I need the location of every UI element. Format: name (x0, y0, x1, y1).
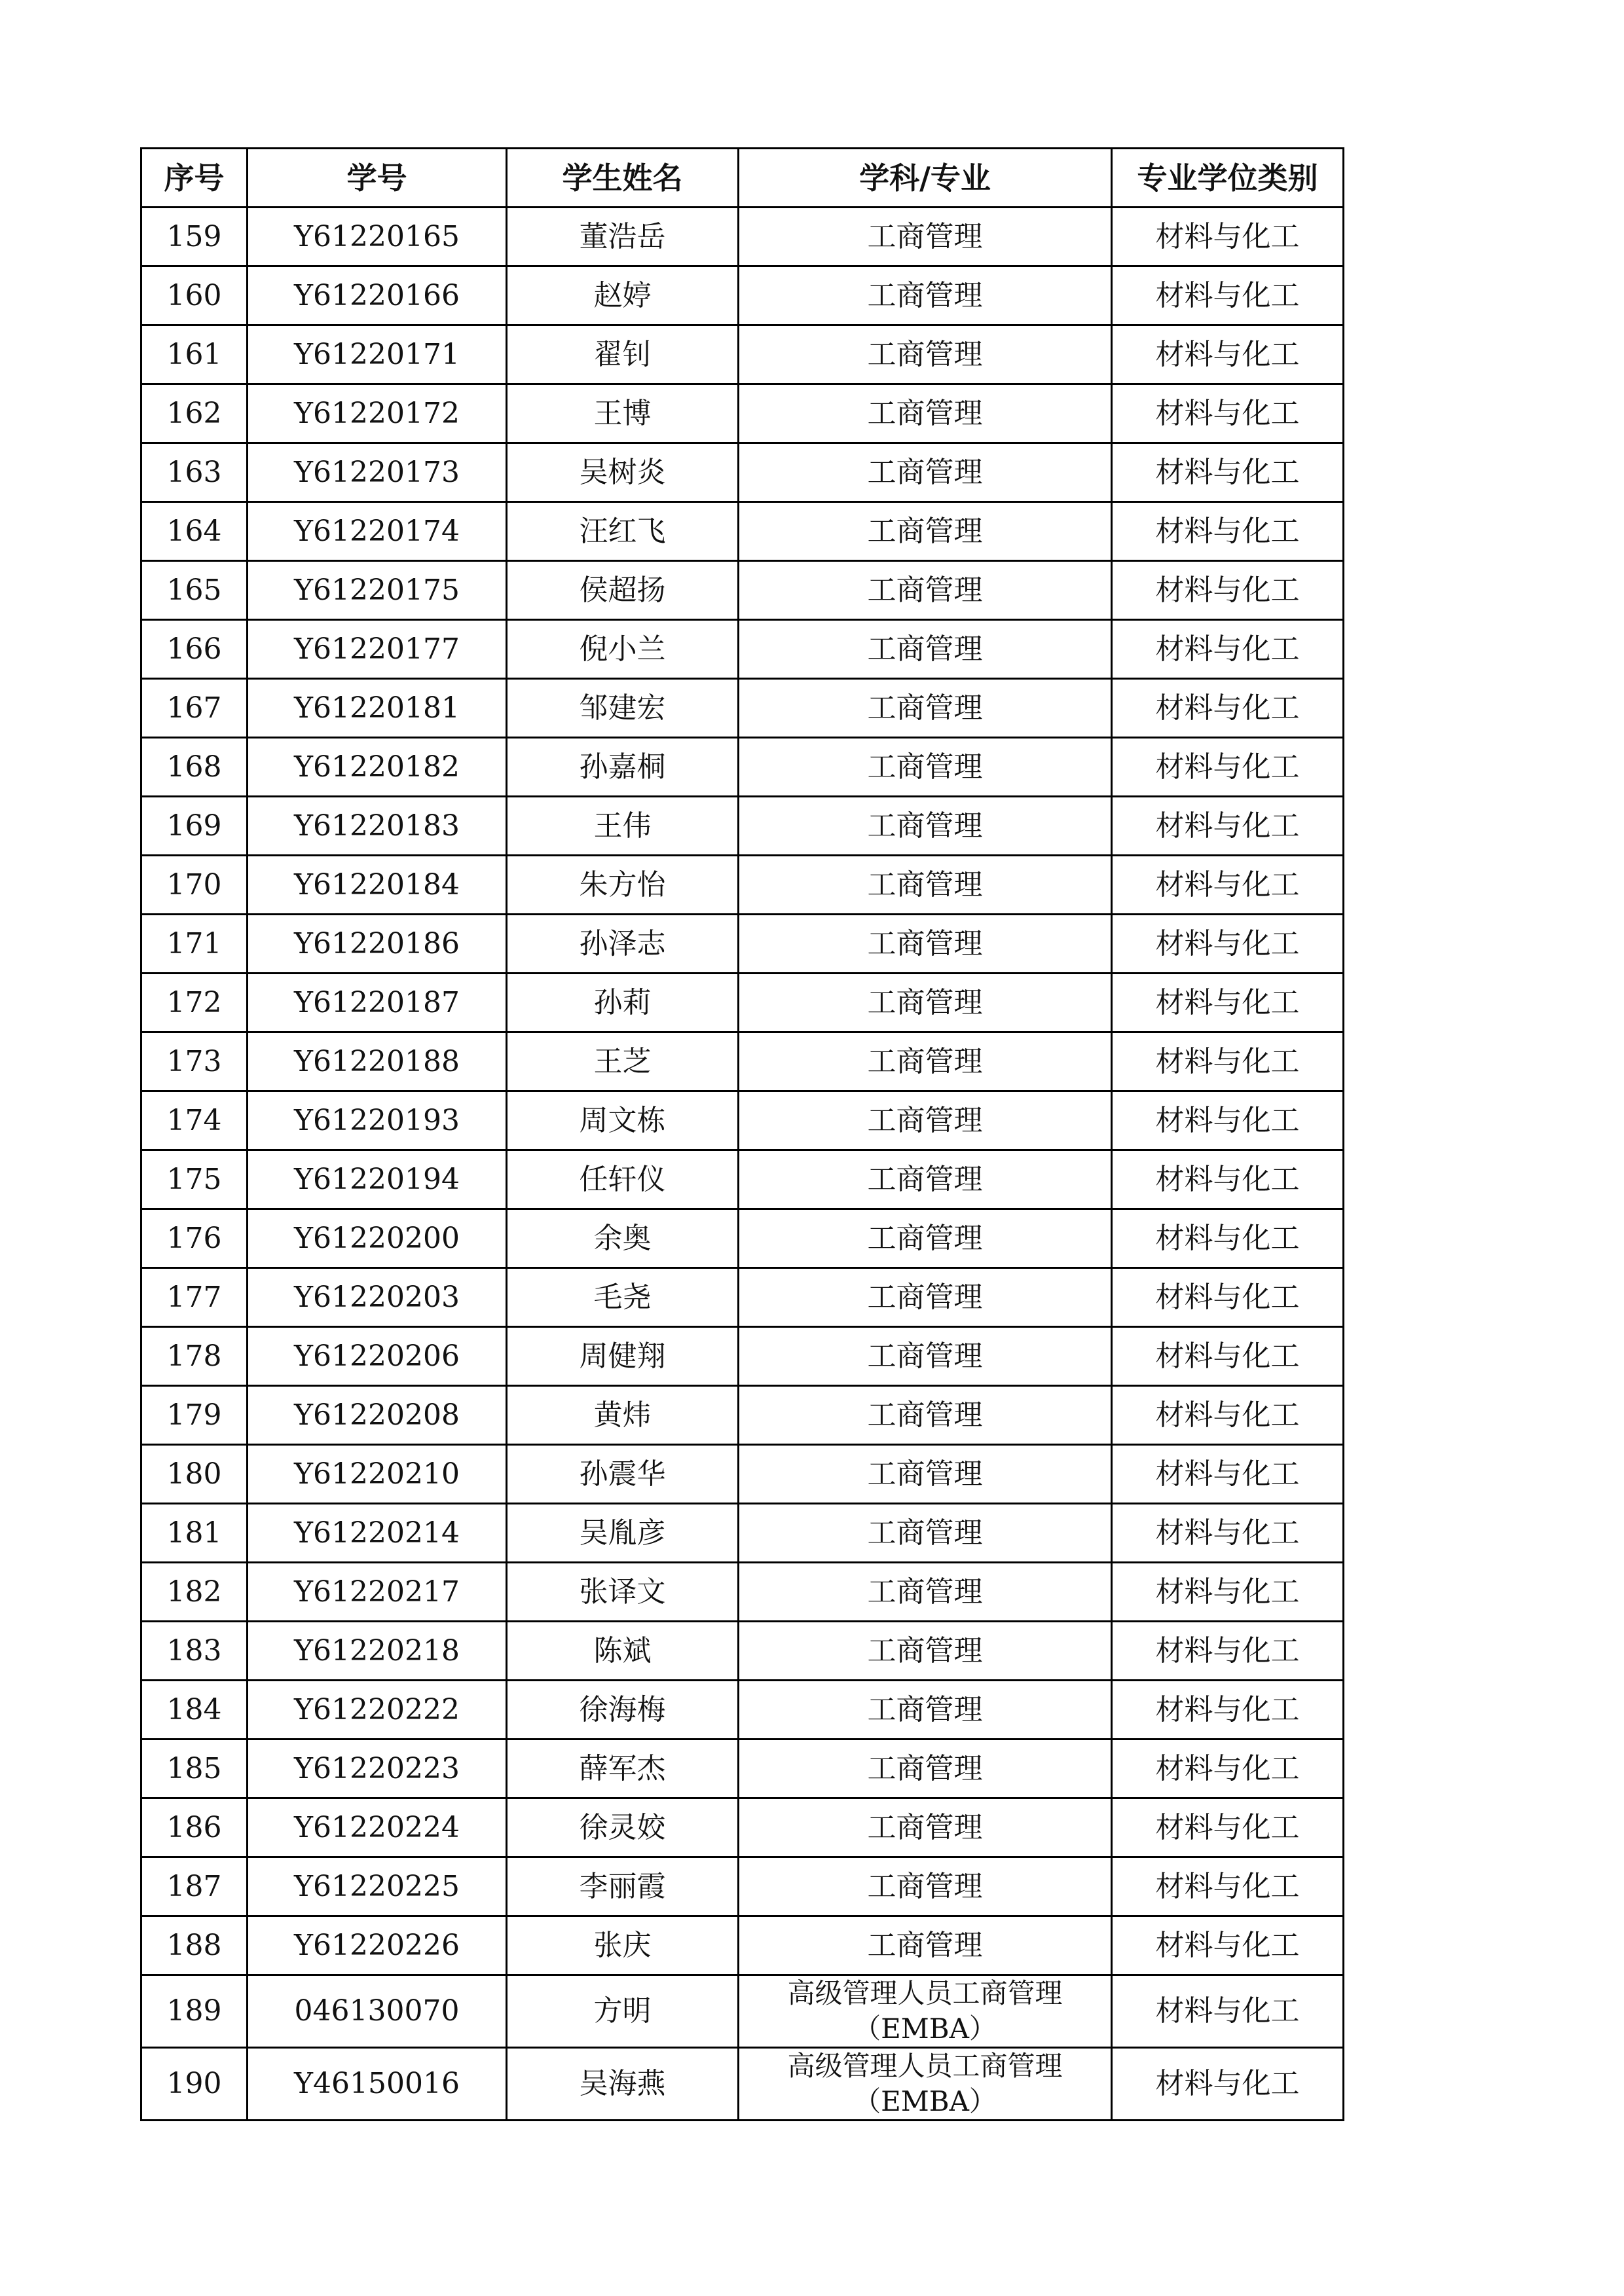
cell-student-name: 徐海梅 (507, 1681, 739, 1740)
table-row (141, 1386, 1344, 1445)
cell-student-id: Y61220165 (248, 208, 507, 266)
table-row (141, 1091, 1344, 1150)
cell-index: 159 (141, 208, 248, 266)
cell-discipline: 工商管理 (739, 208, 1112, 266)
cell-student-name: 王伟 (507, 797, 739, 856)
cell-index: 163 (141, 443, 248, 502)
cell-degree-category: 材料与化工 (1112, 1091, 1344, 1150)
cell-discipline: 工商管理 (739, 1563, 1112, 1622)
cell-index: 166 (141, 620, 248, 679)
cell-student-name: 邹建宏 (507, 679, 739, 738)
cell-student-name: 张庆 (507, 1916, 739, 1975)
cell-degree-category: 材料与化工 (1112, 1916, 1344, 1975)
cell-degree-category: 材料与化工 (1112, 1857, 1344, 1916)
cell-student-id: Y61220214 (248, 1504, 507, 1563)
cell-degree-category: 材料与化工 (1112, 856, 1344, 915)
table-row (141, 856, 1344, 915)
cell-index: 161 (141, 325, 248, 384)
cell-student-id: Y61220206 (248, 1327, 507, 1386)
cell-discipline: 工商管理 (739, 679, 1112, 738)
cell-student-id: Y46150016 (248, 2048, 507, 2121)
cell-index: 178 (141, 1327, 248, 1386)
cell-degree-category: 材料与化工 (1112, 1740, 1344, 1798)
cell-student-name: 吴胤彦 (507, 1504, 739, 1563)
cell-discipline: 工商管理 (739, 738, 1112, 797)
cell-student-name: 孙莉 (507, 974, 739, 1032)
cell-discipline: 工商管理 (739, 1916, 1112, 1975)
cell-discipline: 工商管理 (739, 915, 1112, 974)
cell-student-id: Y61220183 (248, 797, 507, 856)
cell-degree-category: 材料与化工 (1112, 208, 1344, 266)
cell-index: 180 (141, 1445, 248, 1504)
cell-degree-category: 材料与化工 (1112, 1209, 1344, 1268)
cell-student-name: 毛尧 (507, 1268, 739, 1327)
cell-student-id: Y61220210 (248, 1445, 507, 1504)
table-row (141, 1032, 1344, 1091)
cell-degree-category: 材料与化工 (1112, 1563, 1344, 1622)
table-row (141, 679, 1344, 738)
cell-discipline: 工商管理 (739, 1327, 1112, 1386)
cell-index: 188 (141, 1916, 248, 1975)
cell-degree-category: 材料与化工 (1112, 325, 1344, 384)
cell-student-id: Y61220217 (248, 1563, 507, 1622)
cell-discipline: 工商管理 (739, 856, 1112, 915)
table-row (141, 208, 1344, 266)
cell-index: 169 (141, 797, 248, 856)
cell-discipline: 工商管理 (739, 266, 1112, 325)
cell-student-id: Y61220194 (248, 1150, 507, 1209)
cell-student-id: Y61220188 (248, 1032, 507, 1091)
cell-discipline: 工商管理 (739, 384, 1112, 443)
table-row (141, 620, 1344, 679)
cell-student-id: Y61220222 (248, 1681, 507, 1740)
cell-discipline: 工商管理 (739, 325, 1112, 384)
cell-student-id: 046130070 (248, 1975, 507, 2048)
cell-index: 167 (141, 679, 248, 738)
cell-student-id: Y61220177 (248, 620, 507, 679)
cell-degree-category: 材料与化工 (1112, 561, 1344, 620)
cell-student-id: Y61220193 (248, 1091, 507, 1150)
table-row (141, 443, 1344, 502)
cell-index: 170 (141, 856, 248, 915)
cell-index: 162 (141, 384, 248, 443)
table-row (141, 1445, 1344, 1504)
cell-degree-category: 材料与化工 (1112, 1975, 1344, 2048)
table-row (141, 1327, 1344, 1386)
cell-degree-category: 材料与化工 (1112, 1327, 1344, 1386)
cell-index: 164 (141, 502, 248, 561)
cell-student-id: Y61220225 (248, 1857, 507, 1916)
cell-student-name: 赵婷 (507, 266, 739, 325)
cell-student-name: 余奥 (507, 1209, 739, 1268)
table-row (141, 1268, 1344, 1327)
cell-student-id: Y61220186 (248, 915, 507, 974)
cell-student-name: 李丽霞 (507, 1857, 739, 1916)
table-row (141, 1916, 1344, 1975)
cell-degree-category: 材料与化工 (1112, 1681, 1344, 1740)
table-row (141, 325, 1344, 384)
cell-discipline: 工商管理 (739, 443, 1112, 502)
cell-student-name: 侯超扬 (507, 561, 739, 620)
cell-index: 160 (141, 266, 248, 325)
cell-discipline: 工商管理 (739, 1681, 1112, 1740)
cell-index: 181 (141, 1504, 248, 1563)
table-row (141, 1563, 1344, 1622)
table-row (141, 502, 1344, 561)
cell-student-name: 董浩岳 (507, 208, 739, 266)
cell-discipline: 工商管理 (739, 1091, 1112, 1150)
cell-student-name: 张译文 (507, 1563, 739, 1622)
cell-student-id: Y61220182 (248, 738, 507, 797)
cell-student-id: Y61220226 (248, 1916, 507, 1975)
table-row (141, 1857, 1344, 1916)
cell-student-id: Y61220181 (248, 679, 507, 738)
cell-student-id: Y61220200 (248, 1209, 507, 1268)
table-row (141, 1740, 1344, 1798)
cell-index: 175 (141, 1150, 248, 1209)
cell-student-name: 方明 (507, 1975, 739, 2048)
cell-index: 190 (141, 2048, 248, 2121)
cell-index: 189 (141, 1975, 248, 2048)
cell-degree-category: 材料与化工 (1112, 1622, 1344, 1681)
cell-degree-category: 材料与化工 (1112, 915, 1344, 974)
cell-student-name: 徐灵姣 (507, 1798, 739, 1857)
table-row (141, 1504, 1344, 1563)
cell-student-id: Y61220224 (248, 1798, 507, 1857)
cell-student-name: 吴海燕 (507, 2048, 739, 2121)
cell-degree-category: 材料与化工 (1112, 620, 1344, 679)
cell-discipline: 工商管理 (739, 502, 1112, 561)
table-row (141, 384, 1344, 443)
cell-index: 176 (141, 1209, 248, 1268)
cell-discipline: 工商管理 (739, 1798, 1112, 1857)
cell-student-name: 翟钊 (507, 325, 739, 384)
table-body (141, 208, 1344, 2121)
cell-degree-category: 材料与化工 (1112, 1386, 1344, 1445)
table-header-row (141, 149, 1344, 208)
cell-discipline: 工商管理 (739, 1504, 1112, 1563)
cell-discipline: 高级管理人员工商管理（EMBA） (739, 2048, 1112, 2121)
cell-student-name: 孙泽志 (507, 915, 739, 974)
header-index: 序号 (141, 149, 248, 208)
cell-discipline: 高级管理人员工商管理（EMBA） (739, 1975, 1112, 2048)
cell-student-id: Y61220218 (248, 1622, 507, 1681)
cell-discipline: 工商管理 (739, 561, 1112, 620)
cell-student-name: 周健翔 (507, 1327, 739, 1386)
table-row (141, 974, 1344, 1032)
cell-student-id: Y61220173 (248, 443, 507, 502)
cell-student-id: Y61220187 (248, 974, 507, 1032)
cell-degree-category: 材料与化工 (1112, 1504, 1344, 1563)
cell-index: 182 (141, 1563, 248, 1622)
cell-degree-category: 材料与化工 (1112, 502, 1344, 561)
cell-index: 184 (141, 1681, 248, 1740)
cell-student-name: 倪小兰 (507, 620, 739, 679)
cell-index: 168 (141, 738, 248, 797)
cell-student-name: 孙嘉桐 (507, 738, 739, 797)
cell-student-id: Y61220175 (248, 561, 507, 620)
cell-student-name: 周文栋 (507, 1091, 739, 1150)
cell-discipline: 工商管理 (739, 1740, 1112, 1798)
table-row (141, 2048, 1344, 2121)
cell-degree-category: 材料与化工 (1112, 738, 1344, 797)
cell-discipline: 工商管理 (739, 1857, 1112, 1916)
cell-discipline: 工商管理 (739, 974, 1112, 1032)
cell-discipline: 工商管理 (739, 620, 1112, 679)
cell-student-name: 朱方怡 (507, 856, 739, 915)
cell-student-id: Y61220203 (248, 1268, 507, 1327)
table-row (141, 915, 1344, 974)
header-student-id: 学号 (248, 149, 507, 208)
cell-degree-category: 材料与化工 (1112, 974, 1344, 1032)
header-degree-category: 专业学位类别 (1112, 149, 1344, 208)
table-row (141, 738, 1344, 797)
cell-discipline: 工商管理 (739, 1150, 1112, 1209)
cell-discipline: 工商管理 (739, 1209, 1112, 1268)
table-row (141, 561, 1344, 620)
cell-index: 177 (141, 1268, 248, 1327)
cell-index: 183 (141, 1622, 248, 1681)
cell-discipline: 工商管理 (739, 1622, 1112, 1681)
cell-index: 179 (141, 1386, 248, 1445)
cell-discipline: 工商管理 (739, 797, 1112, 856)
cell-student-name: 孙震华 (507, 1445, 739, 1504)
table-row (141, 1150, 1344, 1209)
cell-student-name: 王博 (507, 384, 739, 443)
table-row (141, 1622, 1344, 1681)
cell-student-name: 薛军杰 (507, 1740, 739, 1798)
table-row (141, 1975, 1344, 2048)
cell-degree-category: 材料与化工 (1112, 384, 1344, 443)
cell-index: 185 (141, 1740, 248, 1798)
cell-index: 173 (141, 1032, 248, 1091)
cell-degree-category: 材料与化工 (1112, 1032, 1344, 1091)
cell-index: 171 (141, 915, 248, 974)
table-row (141, 797, 1344, 856)
cell-index: 174 (141, 1091, 248, 1150)
cell-student-name: 王芝 (507, 1032, 739, 1091)
cell-student-name: 吴树炎 (507, 443, 739, 502)
header-discipline: 学科/专业 (739, 149, 1112, 208)
cell-student-name: 黄炜 (507, 1386, 739, 1445)
cell-degree-category: 材料与化工 (1112, 1268, 1344, 1327)
cell-student-name: 任轩仪 (507, 1150, 739, 1209)
cell-degree-category: 材料与化工 (1112, 443, 1344, 502)
cell-discipline: 工商管理 (739, 1268, 1112, 1327)
cell-discipline: 工商管理 (739, 1445, 1112, 1504)
cell-index: 187 (141, 1857, 248, 1916)
cell-index: 186 (141, 1798, 248, 1857)
cell-degree-category: 材料与化工 (1112, 1150, 1344, 1209)
cell-student-name: 陈斌 (507, 1622, 739, 1681)
cell-degree-category: 材料与化工 (1112, 1798, 1344, 1857)
table-row (141, 266, 1344, 325)
cell-student-id: Y61220166 (248, 266, 507, 325)
cell-degree-category: 材料与化工 (1112, 679, 1344, 738)
cell-student-id: Y61220172 (248, 384, 507, 443)
cell-degree-category: 材料与化工 (1112, 1445, 1344, 1504)
student-roster-table (140, 147, 1344, 2121)
cell-discipline: 工商管理 (739, 1032, 1112, 1091)
cell-student-id: Y61220208 (248, 1386, 507, 1445)
cell-degree-category: 材料与化工 (1112, 266, 1344, 325)
header-student-name: 学生姓名 (507, 149, 739, 208)
cell-student-id: Y61220174 (248, 502, 507, 561)
table-row (141, 1798, 1344, 1857)
cell-student-id: Y61220184 (248, 856, 507, 915)
cell-discipline: 工商管理 (739, 1386, 1112, 1445)
table-row (141, 1681, 1344, 1740)
cell-degree-category: 材料与化工 (1112, 797, 1344, 856)
table-row (141, 1209, 1344, 1268)
cell-student-id: Y61220223 (248, 1740, 507, 1798)
cell-student-name: 汪红飞 (507, 502, 739, 561)
cell-degree-category: 材料与化工 (1112, 2048, 1344, 2121)
cell-student-id: Y61220171 (248, 325, 507, 384)
cell-index: 165 (141, 561, 248, 620)
cell-index: 172 (141, 974, 248, 1032)
